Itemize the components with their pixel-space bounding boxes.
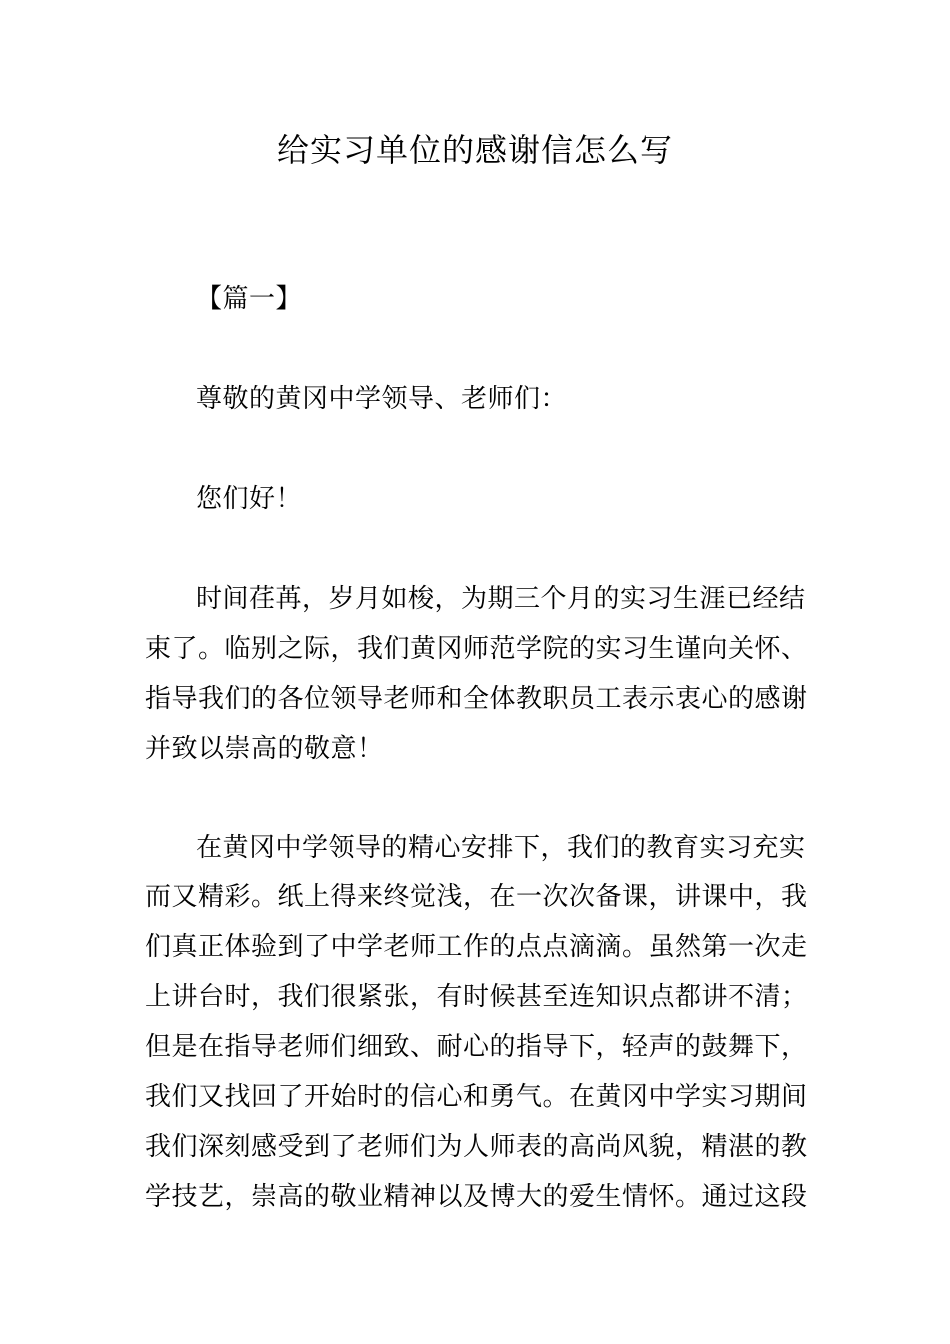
paragraph-line: 学技艺，崇高的敬业精神以及博大的爱生情怀。通过这段 — [145, 1182, 808, 1212]
paragraph-line: 而又精彩。纸上得来终觉浅，在一次次备课，讲课中，我 — [145, 882, 808, 912]
paragraph-line: 但是在指导老师们细致、耐心的指导下，轻声的鼓舞下， — [145, 1032, 808, 1062]
paragraph-line: 我们深刻感受到了老师们为人师表的高尚风貌，精湛的教 — [145, 1132, 808, 1162]
document-title: 给实习单位的感谢信怎么写 — [276, 131, 673, 169]
paragraph-line: 指导我们的各位领导老师和全体教职员工表示衷心的感谢 — [145, 684, 808, 714]
greeting: 您们好！ — [196, 484, 303, 514]
paragraph-line: 上讲台时，我们很紧张，有时候甚至连知识点都讲不清； — [145, 982, 808, 1012]
paragraph-line: 在黄冈中学领导的精心安排下，我们的教育实习充实 — [196, 833, 806, 863]
section-label: 【篇一】 — [196, 284, 303, 314]
paragraph-line: 们真正体验到了中学老师工作的点点滴滴。虽然第一次走 — [145, 932, 808, 962]
paragraph-line: 我们又找回了开始时的信心和勇气。在黄冈中学实习期间 — [145, 1082, 808, 1112]
paragraph-line: 束了。临别之际，我们黄冈师范学院的实习生谨向关怀、 — [145, 634, 808, 664]
paragraph-line: 并致以崇高的敬意！ — [145, 734, 384, 764]
paragraph-line: 时间荏苒，岁月如梭，为期三个月的实习生涯已经结 — [196, 584, 806, 614]
salutation: 尊敬的黄冈中学领导、老师们： — [196, 384, 568, 414]
